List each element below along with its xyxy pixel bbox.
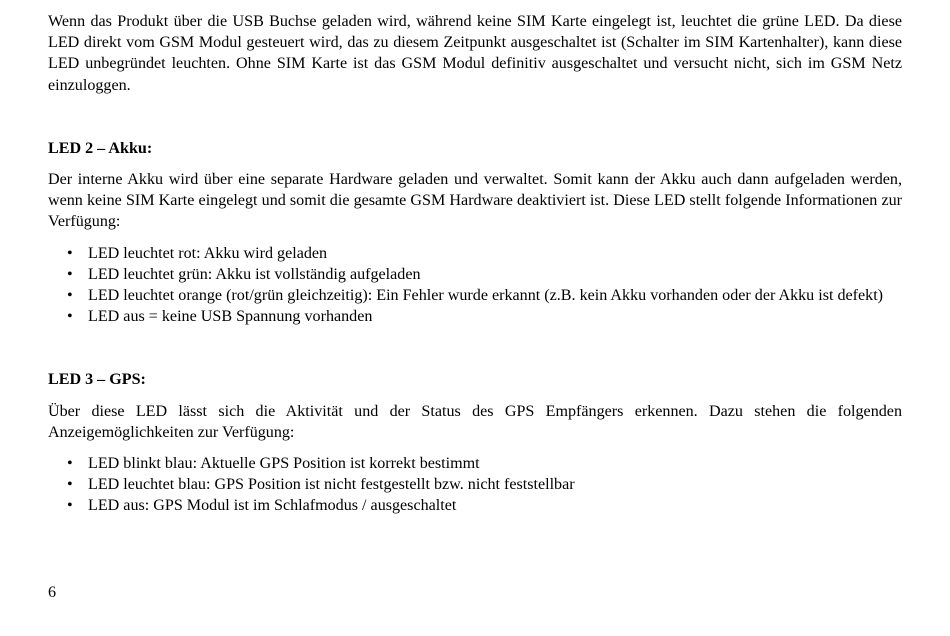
section-spacer (48, 327, 902, 369)
list-item-text: LED aus = keine USB Spannung vorhanden (88, 308, 373, 326)
list-item (48, 306, 902, 327)
list-item-text: LED blinkt blau: Aktuelle GPS Position ist korrekt bestimmt (88, 455, 480, 473)
akku-paragraph: Der interne Akku wird über eine separate Hardware geladen und verwaltet. Somit kann der Akku auch dann aufgeladen werden, wenn keine SIM Karte eingelegt und somit die gesamte GSM Hardware deaktiviert ist. Diese LED stellt folgende Informationen zur Verfügung: (48, 171, 902, 231)
heading-spacer (48, 159, 902, 169)
page-number: 6 (48, 584, 57, 601)
section-heading-gps: LED 3 – GPS: (48, 371, 146, 389)
list-item-text: LED leuchtet orange (rot/grün gleichzeitig): Ein Fehler wurde erkannt (z.B. kein Akku vorhanden oder der Akku ist defekt) (88, 287, 884, 305)
list-item-text: LED leuchtet rot: Akku wird geladen (88, 244, 328, 262)
list-spacer (48, 233, 902, 243)
section-led3-gps (48, 369, 902, 516)
list-item (48, 495, 902, 516)
heading-spacer (48, 391, 902, 401)
section-heading-akku: LED 2 – Akku: (48, 139, 153, 157)
list-item (48, 243, 902, 264)
bullet-icon: • (67, 497, 73, 515)
bullet-icon: • (67, 308, 73, 326)
bullet-icon: • (67, 455, 73, 473)
list-item (48, 474, 902, 495)
document-page (48, 11, 902, 517)
list-item-text: LED aus: GPS Modul ist im Schlafmodus / ausgeschaltet (88, 497, 457, 515)
section-spacer (48, 96, 902, 138)
gps-bullet-list (48, 453, 902, 517)
list-item (48, 264, 902, 285)
akku-bullet-list (48, 243, 902, 328)
list-item-text: LED leuchtet grün: Akku ist vollständig aufgeladen (88, 265, 421, 283)
intro-paragraph: Wenn das Produkt über die USB Buchse geladen wird, während keine SIM Karte eingelegt ist, leuchtet die grüne LED. Da diese LED direkt vom GSM Modul gesteuert wird, das zu diesem Zeitpunkt ausgeschaltet ist (Schalter im SIM Kartenhalter), kann diese LED unbegründet leuchten. Ohne SIM Karte ist das GSM Modul definitiv ausgeschaltet und versucht nicht, sich im GSM Netz einzuloggen. (48, 13, 902, 94)
list-spacer (48, 443, 902, 453)
bullet-icon: • (67, 476, 73, 494)
gps-paragraph: Über diese LED lässt sich die Aktivität und der Status des GPS Empfängers erkennen. Dazu stehen die folgenden Anzeigemöglichkeiten zur Verfügung: (48, 402, 902, 441)
bullet-icon: • (67, 287, 73, 305)
list-item-text: LED leuchtet blau: GPS Position ist nicht festgestellt bzw. nicht feststellbar (88, 476, 575, 494)
list-item (48, 453, 902, 474)
list-item (48, 285, 902, 306)
bullet-icon: • (67, 244, 73, 262)
section-led2-akku (48, 138, 902, 328)
bullet-icon: • (67, 265, 73, 283)
